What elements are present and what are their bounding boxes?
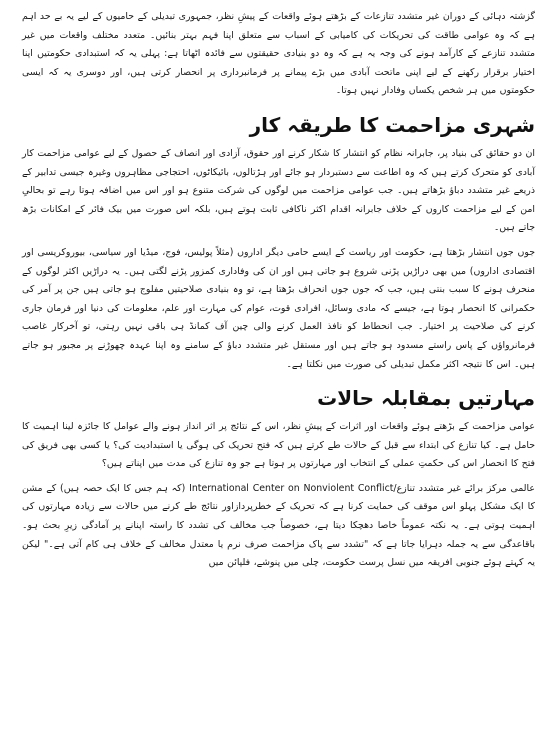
- icnc-english-name: International Center on Nonviolent Conflict: [189, 482, 394, 494]
- skills-paragraph-1: عوامی مزاحمت کے بڑھتے ہوئے واقعات اور اثرات کے پیشِ نظر، اس کے نتائج پر اثر انداز ہونے والے عوامل کا جائزہ لینا اہمیت کا حامل ہے۔ کیا تنازع کی ابتداء سے قبل کے حالات طے کرتے ہیں کہ فتح تحریک کی ہوگی یا استبدادیت کی؟ یا کسی بھی فریق کی فتح کا انحصار اس کی حکمتِ عملی کے انتخاب اور مہارتوں پر ہوتا ہے جو وہ تنازع کی مدت میں اپناتے ہیں؟: [22, 421, 535, 470]
- section-heading-skills-vs-conditions: مہارتیں بمقابلہ حالات: [317, 386, 535, 411]
- intro-paragraph: گزشتہ دہائی کے دوران غیر متشدد تنازعات کے بڑھتے ہوئے واقعات کے پیشِ نظر، جمہوری تبدیلی کے حامیوں کے لیے یہ بے حد اہم ہے کہ وہ عوامی طاقت کی تحریکات کی کامیابی کے اسباب سے متعلق اپنا فہم بہتر بنائیں۔ متعدد مختلف واقعات میں غیر متشدد تنازعے کے کارآمد ہونے کی وجہ یہ ہے کہ وہ دو بنیادی حقیقتوں سے فائدہ اٹھاتا ہے: پہلی یہ کہ استبدادی حکومتیں اپنا اختیار برقرار رکھنے کے لیے اپنی ماتحت آبادی میں بڑے پیمانے پر فرمانبرداری پر انحصار کرتی ہیں، اور دوسری یہ کہ ایسی حکومتوں میں ہر شخص یکساں وفادار نہیں ہوتا۔: [22, 11, 535, 97]
- icnc-urdu-name: عالمی مرکز برائے غیر متشدد تنازع/: [393, 482, 535, 494]
- skills-paragraph-2: [22, 480, 535, 573]
- method-paragraph-1: ان دو حقائق کی بنیاد پر، جابرانہ نظام کو انتشار کا شکار کرنے اور حقوق، آزادی اور انصاف کے حصول کے لیے عوامی مزاحمت کار آبادی کو متحرک کرتے ہیں کہ وہ اطاعت سے دستبردار ہو جائے اور ہڑتالوں، بائیکاٹوں، احتجاجی مظاہروں وغیرہ جیسی تدابیر کے ذریعے غیر متشدد دباؤ بڑھاتے ہیں۔ جب عوامی مزاحمت میں لوگوں کی شرکت متنوع ہو اور اس میں اضافہ ہوتا رہے تو بحالیِ امن کے لیے مزاحمت کاروں کے خلاف جابرانہ اقدام اکثر ناکافی ثابت ہوتے ہیں، بلکہ اس صورت میں بیک فائر کے امکانات بڑھ جاتے ہیں۔: [22, 147, 535, 234]
- method-paragraph-2: جوں جوں انتشار بڑھتا ہے، حکومت اور ریاست کے ایسے حامی دیگر اداروں (مثلاً پولیس، فوج، میڈیا اور سیاسی، بیوروکریسی اور اقتصادی اداروں) میں بھی دراڑیں پڑنی شروع ہو جاتی ہیں اور ان کی وفاداری کمزور پڑنے لگتی ہیں۔ یہ دراڑیں اکثر لوگوں کے منحرف ہونے کا سبب بنتی ہیں، جب کہ جوں جوں انحراف بڑھتا ہے، تو وہ بنیادی صلاحیتیں مفلوج ہو جاتی ہیں جن پر آمر کی حکمرانی کا انحصار ہوتا ہے، جیسے کہ مادی وسائل، افرادی قوت، عوام کی مہارت اور علم، معلومات کی دنیا اور فرمان جاری کرنے کی صلاحیت پر اختیار۔ جب انحطاط کو نافذ العمل کرنے والی چین آف کمانڈ ہی باقی نہیں رہتی، تو آخرکار غاصب فرمانرواؤں کے پاس راستے مسدود ہو جاتے ہیں اور مستقل غیر متشدد دباؤ کے سامنے وہ اپنا عہدہ چھوڑنے پر مجبور ہو جاتے ہیں۔ اس کا نتیجہ اکثر مکمل تبدیلی کی صورت میں نکلتا ہے۔: [22, 246, 535, 370]
- section-heading-civil-resistance-method: شہری مزاحمت کا طریقہ کار: [249, 112, 535, 137]
- skills-paragraph-2-text: (کہ ہم جس کا ایک حصہ ہیں) کے مشن کا ایک مشکل پہلو اس موقف کی حمایت کرنا ہے کہ تحریک کے خطرپردازاور نتائج طے کرنے میں حالات سے زیادہ مہارتوں کی اہمیت ہوتی ہے۔ یہ نکتہ عموماً خاصا دھچکا دیتا ہے، خصوصاً جب مخالف کی تشدد کا راستہ اپنانے پر آمادگی زیرِ بحث ہو۔ باقاعدگی سے یہ جملہ دہرایا جاتا ہے کہ "تشدد سے پاک مزاحمت صرف نرم یا معتدل مخالف کے خلاف ہی کام آتی ہے۔" لیکن یہ کہتے ہوئے جنوبی افریقہ میں نسل پرست حکومت، چلی میں پنوشے، فلپائن میں: [22, 482, 535, 569]
